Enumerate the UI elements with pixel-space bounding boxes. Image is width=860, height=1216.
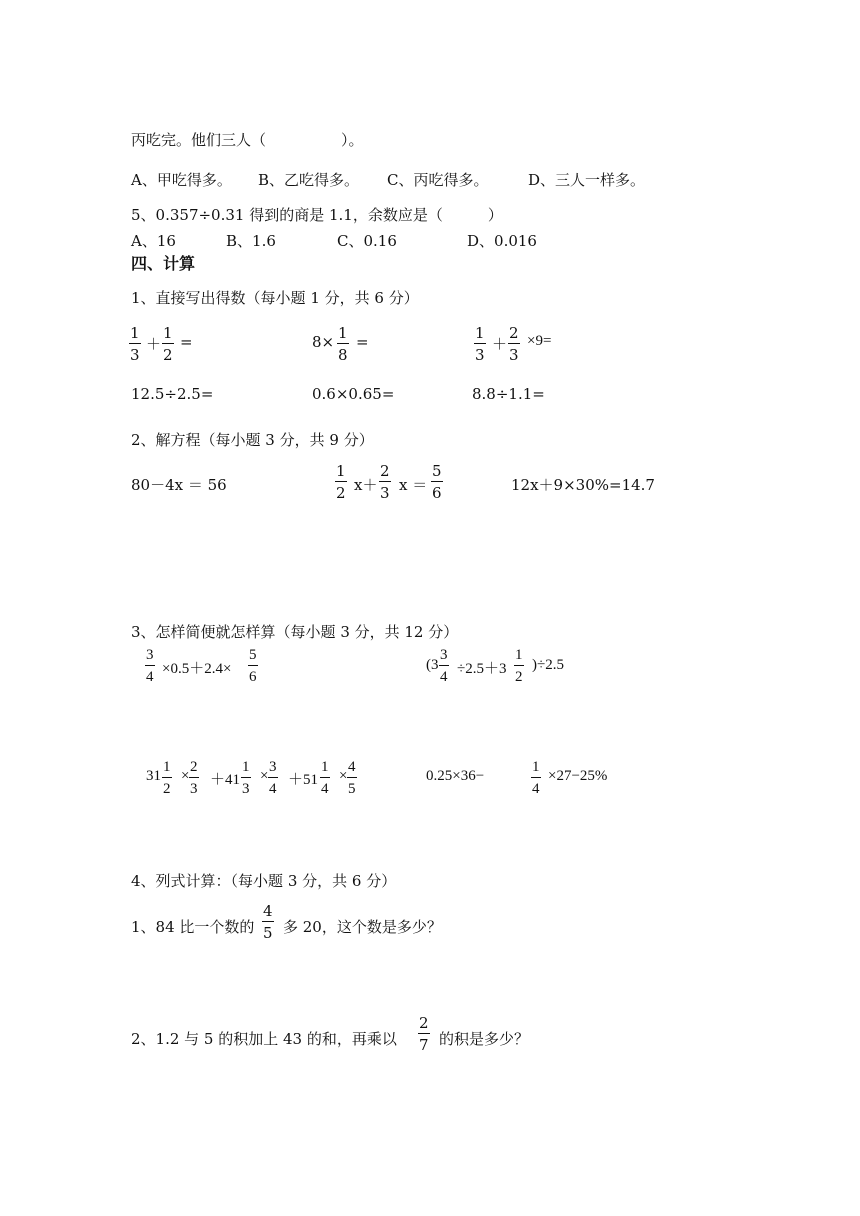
fraction: $\frac{1}{2}$ (163, 759, 171, 797)
q5-option-c: C、0.16 (337, 232, 397, 250)
question-5: 5、0.357÷0.31 得到的商是 1.1，余数应是（ ） (131, 206, 503, 224)
fraction: $\frac{1}{3}$ (130, 324, 140, 364)
expression-text: 8.8÷1.1= (472, 385, 545, 403)
expression-text: (3 (426, 657, 439, 673)
word-problem-1: 1、84 比一个数的 (131, 918, 255, 936)
word-problem-1: 多 20，这个数是多少？ (283, 918, 442, 936)
expression-text: ×9= (527, 333, 552, 349)
equation-3: 12x＋9×30%=14.7 (511, 476, 655, 494)
expression-text: 31 (146, 768, 161, 784)
expression-text: )÷2.5 (532, 657, 564, 673)
question-continuation: 丙吃完。他们三人（ ）。 (131, 131, 364, 149)
plus-sign: ＋ (492, 335, 508, 353)
fraction: $\frac{1}{4}$ (321, 759, 329, 797)
equation-1: 80－4x ＝ 56 (131, 476, 227, 494)
equals-sign: = (180, 333, 193, 351)
expression-text: ×0.5＋2.4× (162, 661, 232, 677)
part1-title: 1、直接写出得数（每小题 1 分，共 6 分） (131, 289, 419, 307)
fraction: $\frac{2}{3}$ (190, 759, 198, 797)
fraction: $\frac{2}{3}$ (380, 462, 390, 502)
q5-option-b: B、1.6 (226, 232, 276, 250)
expression-text: ×27−25% (548, 768, 608, 784)
part3-title: 3、怎样简便就怎样算（每小题 3 分，共 12 分） (131, 623, 459, 641)
q5-option-d: D、0.016 (467, 232, 537, 250)
expression-text: ÷2.5＋3 (457, 661, 507, 677)
fraction: $\frac{4}{5}$ (348, 759, 356, 797)
expression-text: ＋51 (288, 772, 319, 788)
expression-text: x ＝ (399, 476, 428, 494)
word-problem-2: 2、1.2 与 5 的积加上 43 的和，再乘以 (131, 1030, 397, 1048)
expression-text: x＋ (354, 476, 378, 494)
expression-text: × (181, 768, 190, 784)
fraction: $\frac{1}{8}$ (338, 324, 348, 364)
expression-text: 8× (312, 333, 335, 351)
section-heading: 四、计算 (131, 254, 196, 273)
fraction: $\frac{3}{4}$ (440, 647, 448, 685)
fraction: $\frac{2}{7}$ (419, 1014, 429, 1054)
fraction: $\frac{1}{3}$ (242, 759, 250, 797)
fraction: $\frac{4}{5}$ (263, 902, 273, 942)
word-problem-2: 的积是多少？ (439, 1030, 530, 1048)
fraction: $\frac{3}{4}$ (269, 759, 277, 797)
option-c: C、丙吃得多。 (387, 171, 489, 189)
fraction: $\frac{1}{3}$ (475, 324, 485, 364)
option-a: A、甲吃得多。 (131, 171, 232, 189)
expression-text: 0.6×0.65= (312, 385, 395, 403)
expression-text: 0.25×36− (426, 768, 485, 784)
expression-text: × (260, 768, 269, 784)
plus-sign: ＋ (146, 335, 162, 353)
q5-option-a: A、16 (131, 232, 176, 250)
fraction: $\frac{1}{2}$ (163, 324, 173, 364)
option-d: D、三人一样多。 (528, 171, 646, 189)
fraction: $\frac{5}{6}$ (249, 647, 257, 685)
equals-sign: = (356, 333, 369, 351)
part4-title: 4、列式计算：（每小题 3 分，共 6 分） (131, 872, 397, 890)
expression-text: 12.5÷2.5= (131, 385, 214, 403)
expression-text: ＋41 (210, 772, 241, 788)
fraction: $\frac{2}{3}$ (509, 324, 519, 364)
fraction: $\frac{5}{6}$ (432, 462, 442, 502)
fraction: $\frac{1}{2}$ (336, 462, 346, 502)
fraction: $\frac{1}{2}$ (515, 647, 523, 685)
option-b: B、乙吃得多。 (258, 171, 360, 189)
expression-text: × (339, 768, 348, 784)
fraction: $\frac{3}{4}$ (146, 647, 154, 685)
fraction: $\frac{1}{4}$ (532, 759, 540, 797)
part2-title: 2、解方程（每小题 3 分，共 9 分） (131, 431, 374, 449)
